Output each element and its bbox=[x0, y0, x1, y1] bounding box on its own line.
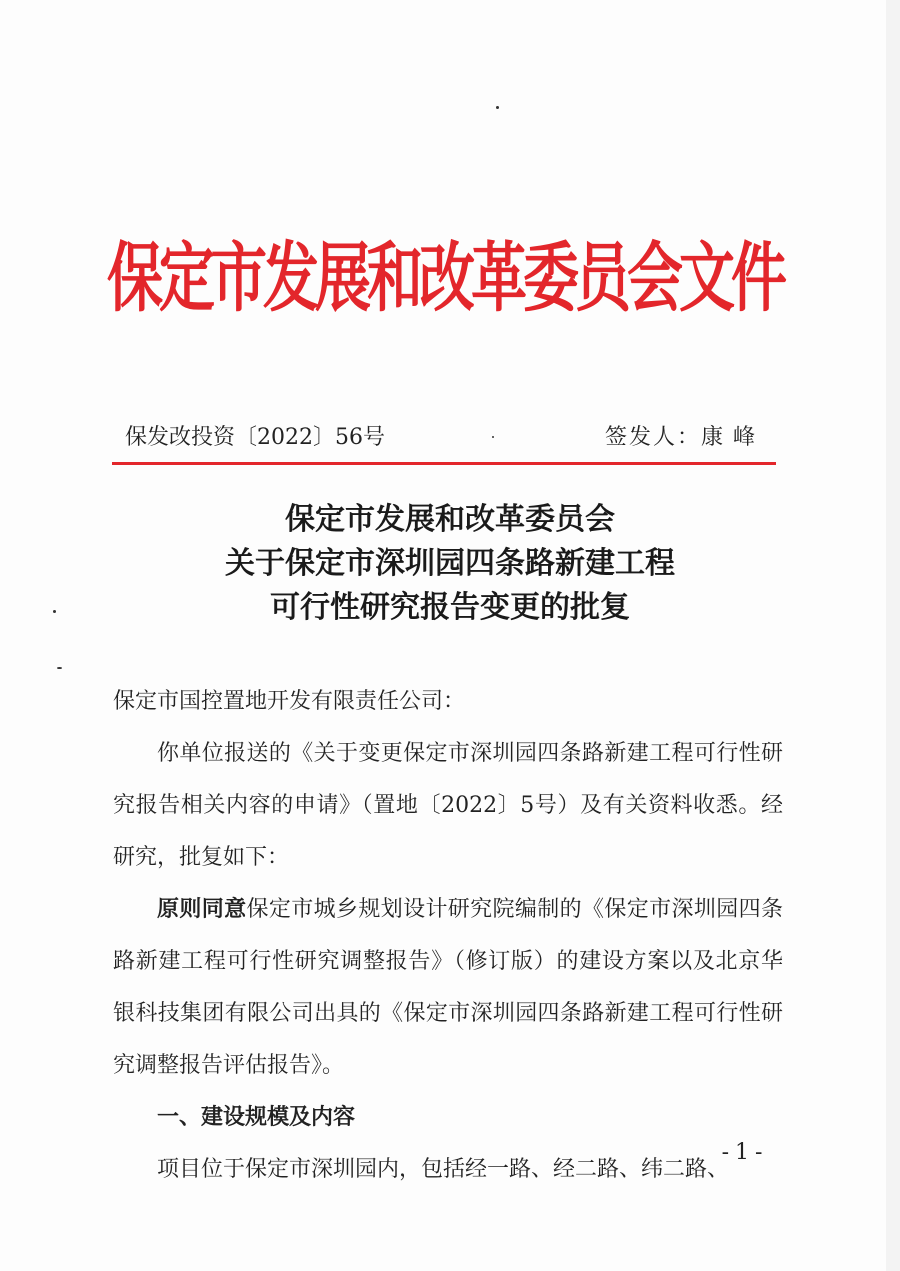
paragraph-bold-lead: 原则同意 bbox=[157, 897, 247, 922]
signer-label: 签发人： bbox=[604, 424, 701, 450]
scan-speck bbox=[496, 106, 499, 109]
section-heading: 一、建设规模及内容 bbox=[157, 1105, 356, 1130]
red-divider-line bbox=[112, 462, 776, 465]
document-title bbox=[110, 498, 790, 630]
title-line: 保定市发展和改革委员会 bbox=[285, 502, 615, 537]
paragraph-text: 保定市城乡规划设计研究院编制的《保定市深圳园四条路新建工程可行性研究调整报告》（修订版）的建设方案以及北京华银科技集团有限公司出具的《保定市深圳园四条路新建工程可行性研究调整报告评估报告》。 bbox=[113, 897, 783, 1078]
paragraph: 项目位于保定市深圳园内，包括经一路、经二路、纬二路、 bbox=[157, 1157, 730, 1182]
document-masthead: 保定市发展和改革委员会文件 bbox=[107, 235, 783, 323]
scan-speck bbox=[53, 610, 56, 613]
page-number: -1- bbox=[721, 1140, 769, 1165]
scan-speck bbox=[57, 667, 62, 669]
signer-name: 康峰 bbox=[700, 424, 765, 450]
paragraph bbox=[113, 884, 783, 1092]
signer-block bbox=[605, 420, 765, 451]
title-line: 关于保定市深圳园四条路新建工程 bbox=[225, 546, 675, 581]
salutation: 保定市国控置地开发有限责任公司： bbox=[113, 689, 466, 714]
title-line: 可行性研究报告变更的批复 bbox=[270, 590, 630, 625]
paragraph: 你单位报送的《关于变更保定市深圳园四条路新建工程可行性研究报告相关内容的申请》（置地〔2022〕5号）及有关资料收悉。经研究，批复如下： bbox=[113, 741, 783, 870]
document-body bbox=[113, 676, 783, 1196]
scan-edge bbox=[886, 0, 900, 1271]
document-number-row bbox=[125, 417, 765, 453]
document-number: 保发改投资〔2022〕56号 bbox=[125, 424, 385, 450]
